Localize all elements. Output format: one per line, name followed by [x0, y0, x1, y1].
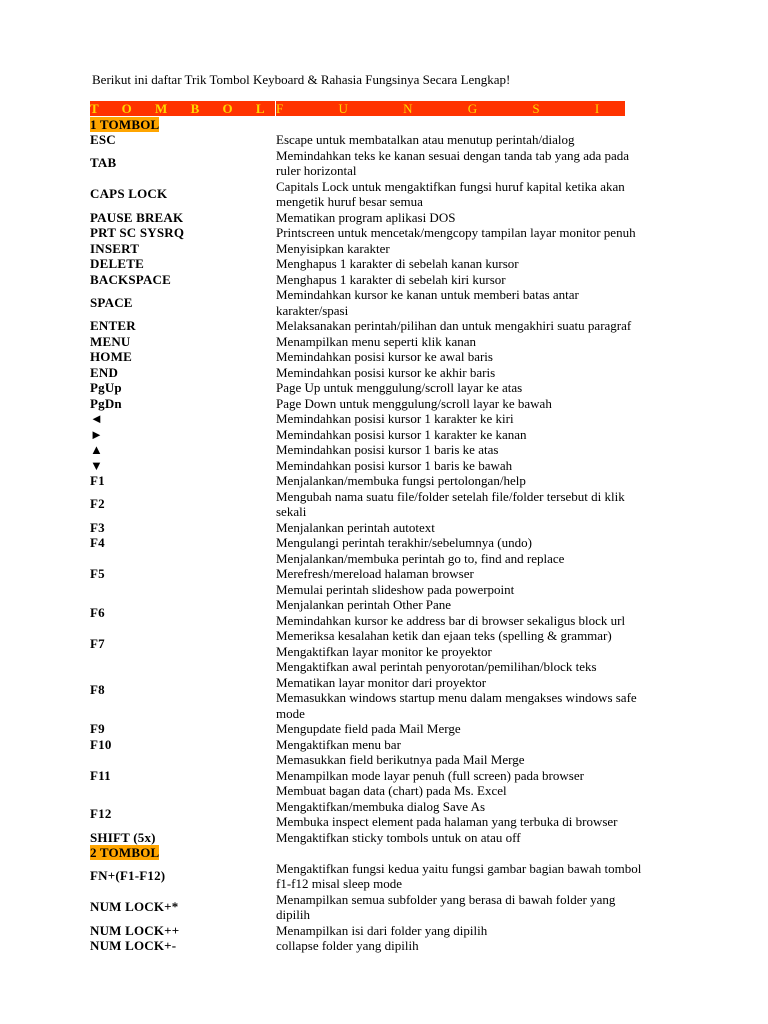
key-label: F4	[90, 535, 105, 550]
function-cell	[276, 458, 706, 474]
function-cell	[276, 923, 706, 939]
function-cell	[276, 597, 706, 628]
function-text: Memindahkan posisi kursor ke akhir baris	[276, 364, 496, 380]
function-text: Mematikan layar monitor dari proyektor	[276, 674, 487, 690]
key-cell	[90, 899, 276, 915]
function-text: Menampilkan isi dari folder yang dipilih	[276, 922, 488, 938]
table-row	[90, 411, 730, 427]
function-text: karakter/spasi	[276, 302, 349, 318]
table-row	[90, 365, 730, 381]
table-row	[90, 923, 730, 939]
function-cell	[276, 225, 706, 241]
function-text: Escape untuk membatalkan atau menutup perintah/dialog	[276, 132, 575, 147]
shortcut-table	[90, 101, 730, 954]
key-cell	[90, 845, 276, 861]
function-text: Memasukkan field berikutnya pada Mail Merge	[276, 752, 525, 767]
key-label: F2	[90, 496, 105, 512]
table-row	[90, 520, 730, 536]
function-text: Menampilkan semua subfolder yang berasa di bawah folder yang	[276, 891, 616, 907]
function-text: Mengulangi perintah terakhir/sebelumnya (undo)	[276, 535, 532, 550]
function-cell	[276, 132, 706, 148]
key-cell	[90, 923, 276, 939]
table-row	[90, 892, 730, 923]
table-row	[90, 225, 730, 241]
function-text: Menghapus 1 karakter di sebelah kiri kursor	[276, 271, 506, 287]
function-text: Membuat bagan data (chart) pada Ms. Excel	[276, 783, 507, 798]
key-label: ►	[90, 426, 104, 442]
key-cell	[90, 295, 276, 311]
key-cell	[90, 210, 276, 226]
function-text: Memulai perintah slideshow pada powerpoint	[276, 581, 515, 597]
key-cell	[90, 721, 276, 737]
table-row	[90, 427, 730, 443]
table-row	[90, 241, 730, 257]
function-text: Menghapus 1 karakter di sebelah kanan kursor	[276, 256, 519, 271]
table-row	[90, 132, 730, 148]
key-cell	[90, 380, 276, 396]
function-cell	[276, 861, 706, 892]
key-label: F9	[90, 721, 105, 736]
table-row	[90, 551, 730, 598]
function-text: Mengaktifkan menu bar	[276, 736, 401, 752]
key-cell	[90, 272, 276, 288]
function-text: f1-f12 misal sleep mode	[276, 876, 402, 891]
key-label: MENU	[90, 333, 131, 349]
key-cell	[90, 155, 276, 171]
table-row	[90, 830, 730, 846]
function-text: sekali	[276, 504, 307, 519]
table-row	[90, 628, 730, 659]
key-label: SHIFT (5x)	[90, 829, 156, 845]
key-cell	[90, 566, 276, 582]
function-cell	[276, 334, 706, 350]
key-cell	[90, 938, 276, 954]
key-cell	[90, 396, 276, 412]
function-text: Memindahkan kursor ke kanan untuk memberi batas antar	[276, 287, 579, 302]
key-label: F11	[90, 767, 111, 783]
function-text: Memindahkan posisi kursor 1 karakter ke kanan	[276, 426, 527, 442]
key-label: INSERT	[90, 240, 140, 256]
table-row	[90, 256, 730, 272]
table-row	[90, 318, 730, 334]
table-row	[90, 535, 730, 551]
key-label: DELETE	[90, 256, 144, 271]
key-cell	[90, 458, 276, 474]
key-cell	[90, 117, 276, 133]
key-cell	[90, 241, 276, 257]
function-text: Mengaktifkan/membuka dialog Save As	[276, 798, 486, 814]
key-label: ▼	[90, 457, 104, 473]
function-text: Memeriksa kesalahan ketik dan ejaan teks (spelling & grammar)	[276, 628, 612, 643]
header-fn-col	[276, 101, 706, 117]
key-label: FN+(F1-F12)	[90, 868, 166, 884]
function-text: mode	[276, 705, 305, 721]
key-label: HOME	[90, 349, 132, 364]
key-label: PRT SC SYSRQ	[90, 225, 185, 240]
table-row	[90, 442, 730, 458]
key-label: PAUSE BREAK	[90, 209, 184, 225]
function-cell	[276, 318, 706, 334]
table-row	[90, 861, 730, 892]
function-cell	[276, 442, 706, 458]
key-label: PgUp	[90, 380, 122, 395]
function-cell	[276, 752, 706, 799]
key-cell	[90, 334, 276, 350]
key-cell	[90, 737, 276, 753]
key-cell	[90, 365, 276, 381]
section-label: 2 TOMBOL	[90, 845, 160, 860]
key-label: BACKSPACE	[90, 271, 172, 287]
key-label: NUM LOCK+*	[90, 899, 179, 915]
function-cell	[276, 210, 706, 226]
table-row	[90, 721, 730, 737]
function-text: Merefresh/mereload halaman browser	[276, 566, 474, 581]
table-row	[90, 458, 730, 474]
intro-text: Berikut ini daftar Trik Tombol Keyboard & Rahasia Fungsinya Secara Lengkap!	[92, 72, 511, 87]
function-text: Memindahkan teks ke kanan sesuai dengan tanda tab yang ada pada	[276, 147, 630, 163]
function-text: Memindahkan kursor ke address bar di browser sekaligus block url	[276, 612, 626, 628]
key-label: F7	[90, 635, 105, 651]
function-text: Menampilkan menu seperti klik kanan	[276, 333, 477, 349]
header-key-col	[90, 101, 276, 117]
function-text: collapse folder yang dipilih	[276, 938, 419, 953]
table-row	[90, 737, 730, 753]
function-text: Mematikan program aplikasi DOS	[276, 209, 456, 225]
table-row	[90, 473, 730, 489]
function-cell	[276, 380, 706, 396]
function-cell	[276, 551, 706, 598]
function-cell	[276, 489, 706, 520]
table-row	[90, 148, 730, 179]
function-text: mengetik huruf besar semua	[276, 194, 423, 209]
key-cell	[90, 535, 276, 551]
key-cell	[90, 520, 276, 536]
function-text: Menjalankan/membuka perintah go to, find and replace	[276, 550, 565, 566]
table-row	[90, 380, 730, 396]
key-label: ENTER	[90, 318, 136, 333]
table-row	[90, 210, 730, 226]
function-cell	[276, 737, 706, 753]
function-text: Mengaktifkan layar monitor ke proyektor	[276, 643, 492, 659]
function-cell	[276, 411, 706, 427]
function-cell	[276, 721, 706, 737]
header-key-label: T O M B O L	[90, 101, 275, 116]
key-cell	[90, 682, 276, 698]
table-body	[90, 117, 730, 954]
function-cell	[276, 659, 706, 721]
section-label: 1 TOMBOL	[90, 116, 160, 132]
table-row	[90, 489, 730, 520]
function-text: Page Up untuk menggulung/scroll layar ke atas	[276, 380, 523, 395]
function-text: Mengaktifkan sticky tombols untuk on atau off	[276, 829, 521, 845]
key-cell	[90, 318, 276, 334]
function-text: Membuka inspect element pada halaman yang terbuka di browser	[276, 814, 618, 829]
function-cell	[276, 365, 706, 381]
section-row	[90, 117, 730, 133]
key-cell	[90, 442, 276, 458]
function-text: Melaksanakan perintah/pilihan dan untuk mengakhiri suatu paragraf	[276, 318, 632, 333]
table-row	[90, 179, 730, 210]
key-cell	[90, 605, 276, 621]
key-label: F12	[90, 806, 112, 822]
key-label: TAB	[90, 155, 117, 171]
function-text: Menjalankan perintah autotext	[276, 519, 435, 535]
function-text: Memindahkan posisi kursor 1 baris ke atas	[276, 442, 499, 457]
function-cell	[276, 256, 706, 272]
function-text: Capitals Lock untuk mengaktifkan fungsi huruf kapital ketika akan	[276, 178, 625, 194]
function-cell	[276, 628, 706, 659]
table-row	[90, 272, 730, 288]
key-label: F5	[90, 566, 105, 581]
key-label: ESC	[90, 132, 116, 147]
function-cell	[276, 241, 706, 257]
function-text: Mengubah nama suatu file/folder setelah file/folder tersebut di klik	[276, 488, 625, 504]
key-label: F6	[90, 604, 105, 620]
key-label: END	[90, 364, 119, 380]
function-text: Memasukkan windows startup menu dalam mengakses windows safe	[276, 690, 637, 705]
key-label: NUM LOCK+-	[90, 938, 177, 953]
table-row	[90, 597, 730, 628]
function-cell	[276, 179, 706, 210]
function-cell	[276, 148, 706, 179]
table-row	[90, 334, 730, 350]
function-text: Memindahkan posisi kursor 1 baris ke bawah	[276, 457, 513, 473]
function-text: Printscreen untuk mencetak/mengcopy tampilan layar monitor penuh	[276, 225, 636, 240]
function-text: Memindahkan posisi kursor ke awal baris	[276, 349, 493, 364]
key-label: NUM LOCK++	[90, 922, 180, 938]
key-cell	[90, 186, 276, 202]
key-label: F10	[90, 736, 112, 752]
function-cell	[276, 520, 706, 536]
function-text: Mengupdate field pada Mail Merge	[276, 721, 461, 736]
function-cell	[276, 287, 706, 318]
function-text: Menyisipkan karakter	[276, 240, 390, 256]
function-cell	[276, 473, 706, 489]
function-cell	[276, 427, 706, 443]
function-text: Mengaktifkan awal perintah penyorotan/pemilihan/block teks	[276, 659, 597, 674]
key-cell	[90, 349, 276, 365]
function-text: Menjalankan/membuka fungsi pertolongan/help	[276, 473, 526, 488]
function-cell	[276, 396, 706, 412]
function-text: Page Down untuk menggulung/scroll layar ke bawah	[276, 395, 552, 411]
key-cell	[90, 132, 276, 148]
table-row	[90, 287, 730, 318]
function-text: Menjalankan perintah Other Pane	[276, 597, 452, 612]
key-cell	[90, 473, 276, 489]
key-label: F3	[90, 519, 105, 535]
key-label: F1	[90, 473, 105, 488]
function-text: Mengaktifkan fungsi kedua yaitu fungsi gambar bagian bawah tombol	[276, 860, 642, 876]
key-cell	[90, 768, 276, 784]
key-cell	[90, 427, 276, 443]
function-text: dipilih	[276, 907, 310, 922]
key-cell	[90, 411, 276, 427]
key-cell	[90, 636, 276, 652]
table-row	[90, 938, 730, 954]
function-cell	[276, 799, 706, 830]
table-row	[90, 659, 730, 721]
table-header	[90, 101, 730, 117]
header-fn-label: F U N G S I	[276, 101, 626, 116]
function-cell	[276, 892, 706, 923]
key-cell	[90, 806, 276, 822]
key-label: PgDn	[90, 395, 122, 411]
table-row	[90, 799, 730, 830]
table-row	[90, 349, 730, 365]
function-text: ruler horizontal	[276, 163, 357, 178]
key-cell	[90, 225, 276, 241]
function-cell	[276, 938, 706, 954]
function-cell	[276, 349, 706, 365]
table-row	[90, 396, 730, 412]
key-cell	[90, 830, 276, 846]
section-row	[90, 845, 730, 861]
key-cell	[90, 496, 276, 512]
function-text: Menampilkan mode layar penuh (full screen) pada browser	[276, 767, 584, 783]
key-label: ▲	[90, 442, 104, 457]
key-cell	[90, 868, 276, 884]
key-cell	[90, 256, 276, 272]
key-label: F8	[90, 682, 105, 698]
function-cell	[276, 830, 706, 846]
key-label: SPACE	[90, 294, 133, 310]
function-cell	[276, 272, 706, 288]
key-label: CAPS LOCK	[90, 186, 168, 202]
key-label: ◄	[90, 411, 104, 426]
function-text: Memindahkan posisi kursor 1 karakter ke kiri	[276, 411, 514, 426]
table-row	[90, 752, 730, 799]
function-cell	[276, 535, 706, 551]
